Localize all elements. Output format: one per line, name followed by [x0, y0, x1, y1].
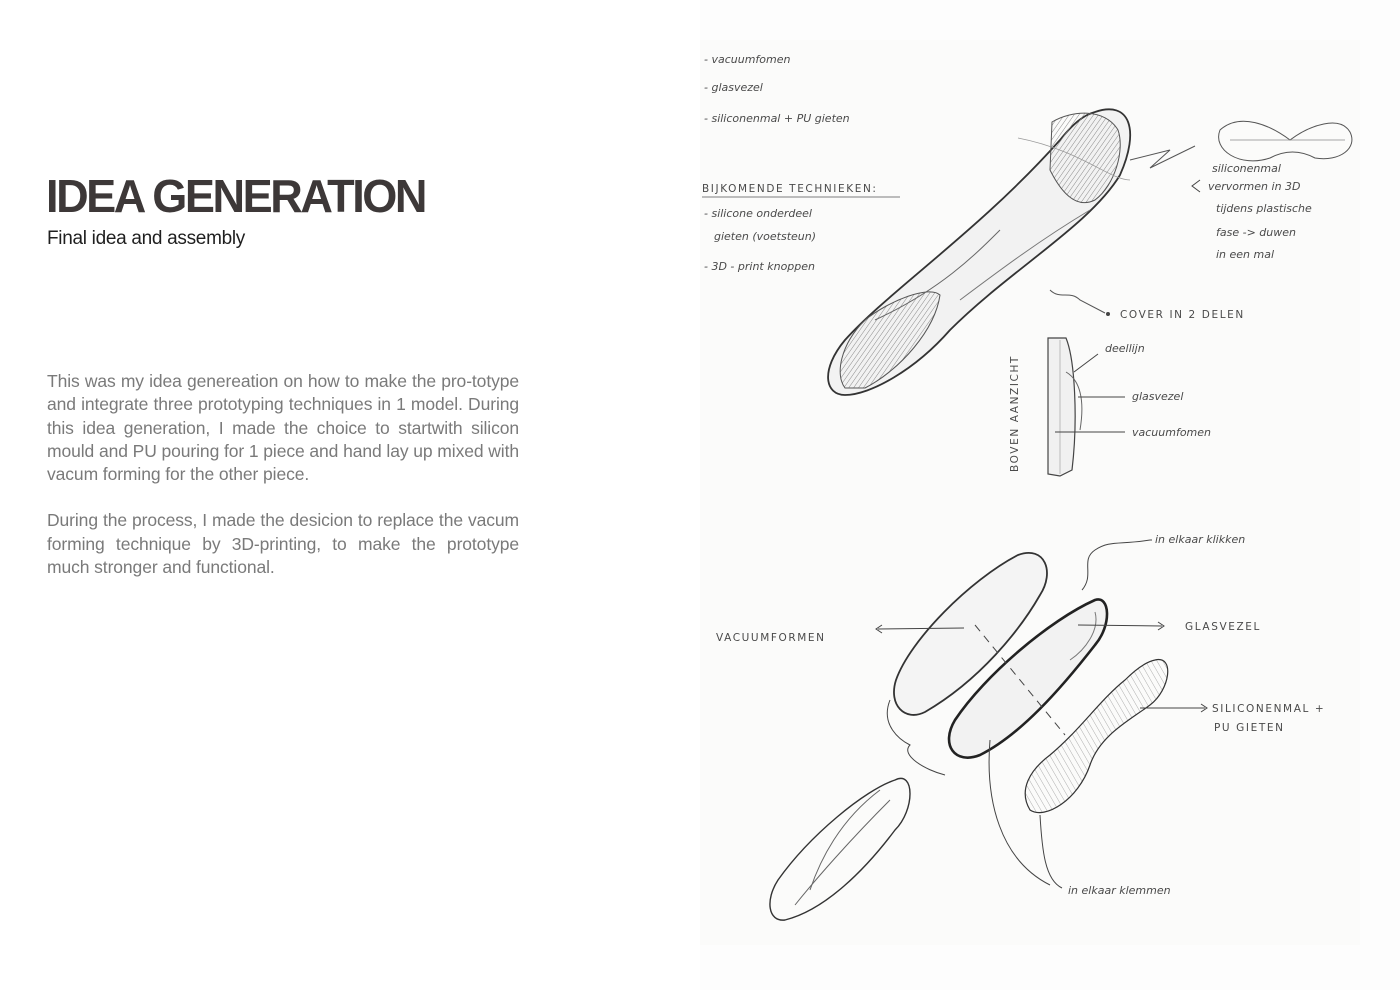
side-view-label: BOVEN AANZICHT	[1009, 355, 1021, 472]
assembly-vacuum-label: VACUUMFORMEN	[716, 632, 826, 644]
paragraph-2: During the process, I made the desicion to replace the vacum forming technique by 3D-printing, to make the prototype much stronger and functional.	[47, 510, 519, 578]
right-note-5: in een mal	[1216, 248, 1275, 261]
extra-item-3: - 3D - print knoppen	[704, 260, 816, 273]
paragraph-1: This was my idea genereation on how to make the pro-totype and integrate three prototyping techniques in 1 model. During this idea generation, I made the choice to startwith silicon mould and PU pouring for 1 piece and hand lay up mixed with vacum forming for the other piece.	[47, 371, 519, 485]
right-note-3: tijdens plastische	[1216, 202, 1312, 215]
right-note-4: fase -> duwen	[1216, 226, 1296, 239]
cover-label: COVER IN 2 DELEN	[1120, 309, 1245, 321]
body-text	[47, 370, 519, 602]
assembly-glass-label: GLASVEZEL	[1185, 621, 1261, 633]
side-label-3: vacuumfomen	[1132, 426, 1212, 439]
silicone-mould-detail	[1219, 121, 1352, 161]
assembly-silicone-label-1: SILICONENMAL +	[1212, 703, 1326, 715]
concept-sketch	[700, 0, 1400, 990]
assembly-silicone-label-2: PU GIETEN	[1214, 722, 1285, 734]
page-subtitle: Final idea and assembly	[47, 228, 245, 249]
assembly-clamp-label: in elkaar klemmen	[1068, 884, 1171, 897]
right-note-1: siliconenmal	[1212, 162, 1281, 175]
side-view-drawing	[1048, 338, 1082, 476]
note-silicone: - siliconenmal + PU gieten	[704, 112, 850, 125]
assembly-drawing	[770, 553, 1168, 920]
extra-item-2: gieten (voetsteun)	[714, 230, 817, 243]
side-label-2: glasvezel	[1132, 390, 1184, 403]
note-glass: - glasvezel	[704, 81, 763, 94]
extra-techniques-heading: BIJKOMENDE TECHNIEKEN:	[702, 183, 878, 195]
note-vacuum: - vacuumfomen	[704, 53, 791, 66]
cover-shape-drawing	[828, 109, 1130, 395]
side-label-1: deellijn	[1105, 342, 1145, 355]
right-note-2: vervormen in 3D	[1208, 180, 1301, 193]
sketch-page	[700, 0, 1400, 990]
page-title: IDEA GENERATION	[46, 170, 426, 222]
assembly-click-label: in elkaar klikken	[1155, 533, 1246, 546]
extra-item-1: - silicone onderdeel	[704, 207, 812, 220]
